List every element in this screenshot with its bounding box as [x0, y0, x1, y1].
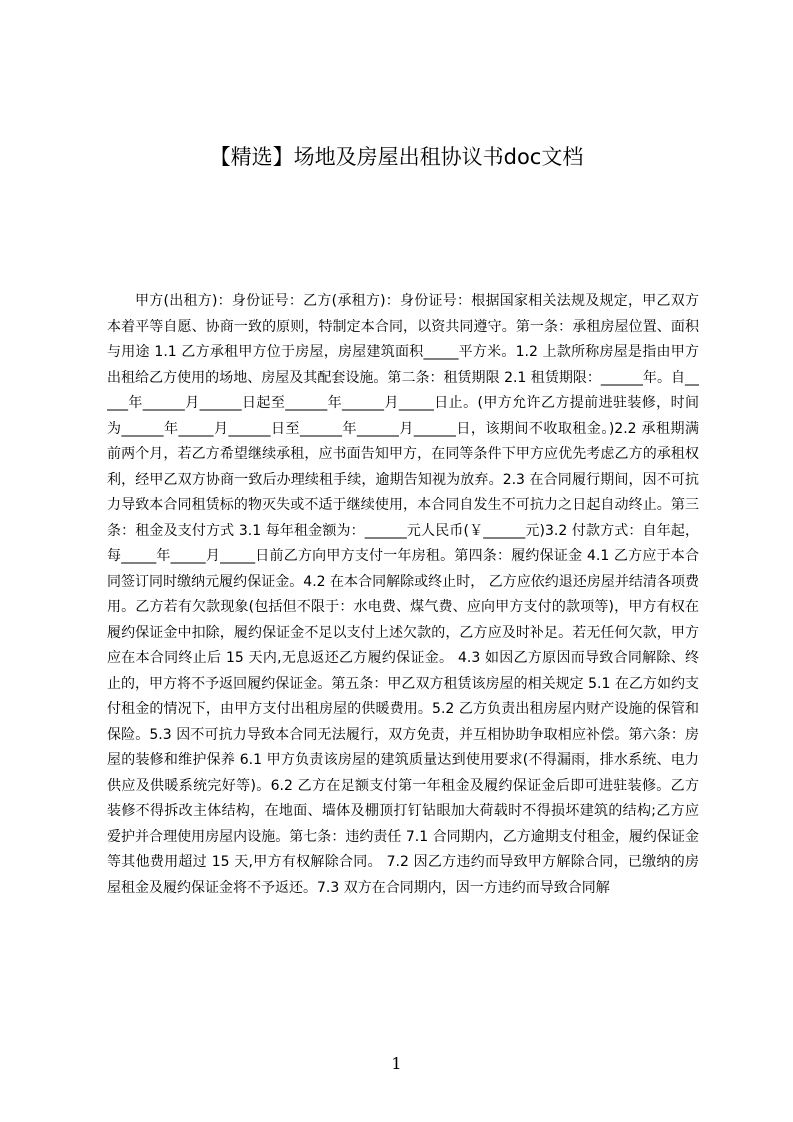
page-number: 1: [391, 1054, 402, 1073]
document-body-text: 甲方(出租方)：身份证号：乙方(承租方)：身份证号：根据国家相关法规及规定，甲乙双方本着平等自愿、协商一致的原则，特制定本合同，以资共同遵守。第一条：承租房屋位置、面积与用途 1.1 乙方承租甲方位于房屋，房屋建筑面积_____平方米。1.2 上款所称房屋是指由甲方出租给乙方使用的场地、房屋及其配套设施。第二条：租赁期限 2.1 租赁期限：______年。自_____年______月______日起至______年______月_____日止。(甲方允许乙方提前进驻装修，时间为______年_____月______日至______年______月______日，该期间不收取租金。)2.2 承租期满前两个月，若乙方希望继续承租，应书面告知甲方，在同等条件下甲方应优先考虑乙方的承租权利，经甲乙双方协商一致后办理续租手续，逾期告知视为放弃。2.3 在合同履行期间，因不可抗力导致本合同租赁标的物灭失或不适于继续使用，本合同自发生不可抗力之日起自动终止。第三条：租金及支付方式 3.1 每年租金额为：______元人民币(￥______元)3.2 付款方式：自年起，每_____年_____月_____日前乙方向甲方支付一年房租。第四条：履约保证金 4.1 乙方应于本合同签订同时缴纳元履约保证金。4.2 在本合同解除或终止时， 乙方应依约退还房屋并结清各项费用。乙方若有欠款现象(包括但不限于：水电费、煤气费、应向甲方支付的款项等)，甲方有权在履约保证金中扣除，履约保证金不足以支付上述欠款的，乙方应及时补足。若无任何欠款，甲方应在本合同终止后 15 天内,无息返还乙方履约保证金。 4.3 如因乙方原因而导致合同解除、终止的，甲方将不予返回履约保证金。第五条：甲乙双方租赁该房屋的相关规定 5.1 在乙方如约支付租金的情况下，由甲方支付出租房屋的供暖费用。5.2 乙方负责出租房屋内财产设施的保管和保险。5.3 因不可抗力导致本合同无法履行，双方免责，并互相协助争取相应补偿。第六条：房屋的装修和维护保养 6.1 甲方负责该房屋的建筑质量达到使用要求(不得漏雨，排水系统、电力供应及供暖系统完好等)。6.2 乙方在足额支付第一年租金及履约保证金后即可进驻装修。乙方装修不得拆改主体结构，在地面、墙体及棚顶打钉钻眼加大荷载时不得损坏建筑的结构;乙方应爱护并合理使用房屋内设施。第七条：违约责任 7.1 合同期内，乙方逾期支付租金，履约保证金等其他费用超过 15 天,甲方有权解除合同。 7.2 因乙方违约而导致甲方解除合同，已缴纳的房屋租金及履约保证金将不予返还。7.3 双方在合同期内，因一方违约而导致合同解: [107, 293, 699, 896]
document-title: 【精选】场地及房屋出租协议书doc文档: [209, 145, 584, 169]
